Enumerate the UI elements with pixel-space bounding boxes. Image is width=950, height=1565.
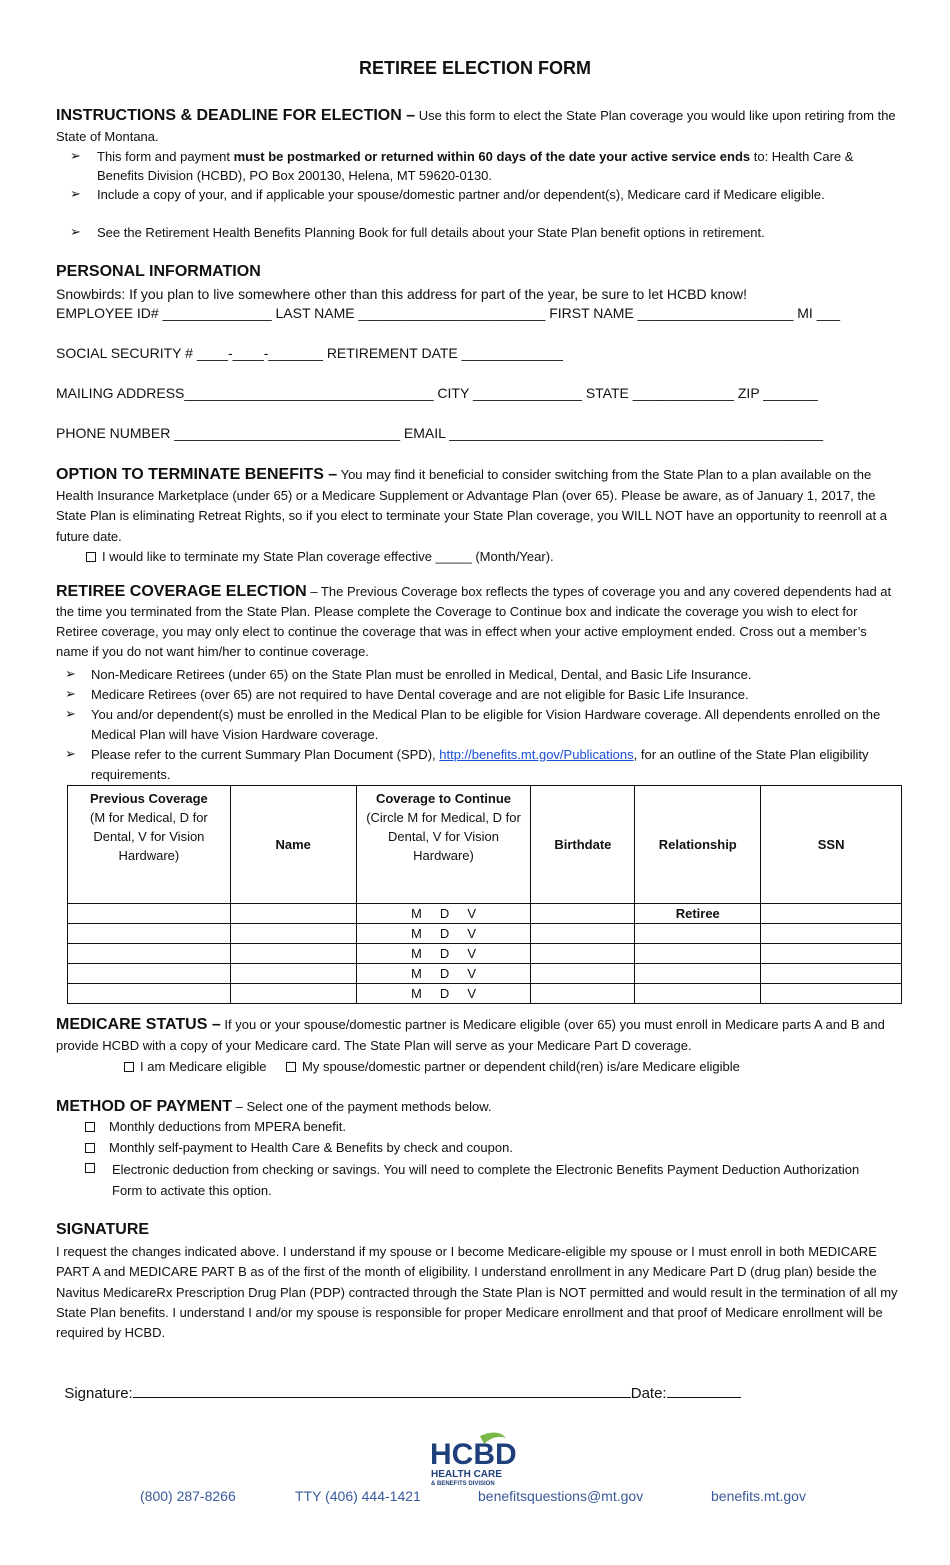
personal-heading: PERSONAL INFORMATION (56, 263, 261, 280)
footer-phone[interactable]: (800) 287-8266 (140, 1488, 236, 1504)
table-row (68, 924, 902, 944)
coverage-bullet-1: Non-Medicare Retirees (under 65) on the State Plan must be enrolled in Medical, Dental, and Basic Life Insurance. (91, 667, 752, 682)
signature-text: I request the changes indicated above. I understand if my spouse or I become Medicare-eligible my spouse or I must enroll in both MEDICARE PART A and MEDICARE PART B as of the first of the month of eligibility. I understand enrollment in any Medicare Part D (drug plan) beside the Navitus MedicareRx Prescription Drug Plan (PDP) contracted through the State Plan is NOT permitted and would result in the termination of all my State Plan benefits. I understand I and/or my spouse is responsible for proper Medicare enrollment and that proof of Medicare enrollment will be required by HCBD. (56, 1244, 898, 1341)
medicare-eligible-label: I am Medicare eligible (140, 1059, 267, 1074)
phone-email-fields[interactable]: PHONE NUMBER _____________________________ EMAIL ________________________________________________ (56, 425, 824, 441)
header-coverage-continue (356, 786, 531, 904)
table-row (68, 984, 902, 1004)
cell-mdv[interactable]: M D V (356, 924, 531, 944)
coverage-table (67, 785, 902, 1004)
cell-mdv[interactable]: M D V (356, 984, 531, 1004)
date-line[interactable] (667, 1383, 741, 1398)
date-label: Date: (630, 1385, 667, 1402)
terminate-heading: OPTION TO TERMINATE BENEFITS – (56, 466, 338, 483)
logo-mark: HCBD (430, 1438, 517, 1471)
cell-previous[interactable] (68, 924, 231, 944)
employee-name-fields[interactable]: EMPLOYEE ID# ______________ LAST NAME ________________________ FIRST NAME ____________________ MI ___ (56, 305, 841, 321)
terminate-section (56, 465, 896, 547)
payment-option-3[interactable] (85, 1160, 101, 1175)
spouse-medicare-label: My spouse/domestic partner or dependent child(ren) is/are Medicare eligible (302, 1059, 740, 1074)
arrow-bullet-icon: ➢ (65, 686, 76, 701)
b1-post: to: Health Care & Benefits Division (HCBD), PO Box 200130, Helena, MT 59620-0130. (97, 149, 854, 183)
medicare-text: If you or your spouse/domestic partner is Medicare eligible (over 65) you must enroll in Medicare parts A and B and provide HCBD with a copy of your Medicare card. The State Plan will serve as your Medicare Part D coverage. (56, 1017, 885, 1053)
table-row (68, 944, 902, 964)
hcbd-logo (428, 1430, 524, 1488)
table-row (68, 904, 902, 924)
coverage-bullet-3: You and/or dependent(s) must be enrolled in the Medical Plan to be eligible for Vision Hardware coverage. All dependents enrolled on the Medical Plan will have Vision Hardware coverage. (91, 707, 881, 742)
payment-option-3-label: Electronic deduction from checking or savings. You will need to complete the Electronic Benefits Payment Deduction Authorization Form to activate this option. (112, 1162, 860, 1198)
arrow-bullet-icon: ➢ (70, 224, 81, 239)
logo-icon (428, 1430, 524, 1488)
coverage-text: – The Previous Coverage box reflects the types of coverage you and any covered dependents had at the time you terminated from the State Plan. Please complete the Coverage to Continue box and indicate the coverage you wish to elect for Retiree coverage, you may only elect to continue the coverage that was in effect when your active employment ended. Cross out a member’s name if you do not want him/her to continue coverage. (56, 584, 892, 659)
ssn-retirement-fields[interactable]: SOCIAL SECURITY # ____-____-_______ RETIREMENT DATE _____________ (56, 345, 563, 361)
footer-tty[interactable]: TTY (406) 444-1421 (295, 1488, 421, 1504)
signature-row[interactable] (56, 1366, 741, 1402)
payment-option-2-label: Monthly self-payment to Health Care & Benefits by check and coupon. (109, 1140, 513, 1155)
payment-option-1-label: Monthly deductions from MPERA benefit. (109, 1119, 347, 1134)
header-continue-note: (Circle M for Medical, D for Dental, V for Vision Hardware) (366, 810, 521, 863)
header-previous-bold: Previous Coverage (90, 791, 208, 806)
header-birthdate: Birthdate (531, 786, 635, 904)
payment-option-1[interactable] (85, 1119, 346, 1134)
instructions-heading: INSTRUCTIONS & DEADLINE FOR ELECTION – (56, 107, 416, 124)
footer-email[interactable]: benefitsquestions@mt.gov (478, 1488, 644, 1504)
cell-relationship[interactable] (635, 944, 761, 964)
logo-line-2: & BENEFITS DIVISION (431, 1481, 495, 1487)
header-relationship: Relationship (635, 786, 761, 904)
cell-previous[interactable] (68, 904, 231, 924)
cell-ssn[interactable] (761, 904, 902, 924)
instructions-bullet-2: Include a copy of your, and if applicable your spouse/domestic partner and/or dependent(s), Medicare card if Medicare eligible. (97, 187, 825, 202)
arrow-bullet-icon: ➢ (70, 148, 81, 163)
cell-relationship[interactable] (635, 924, 761, 944)
b1-pre: This form and payment (97, 149, 234, 164)
cell-birthdate[interactable] (531, 924, 635, 944)
cell-ssn[interactable] (761, 924, 902, 944)
b4-post: , for an outline of the State Plan eligibility requirements. (91, 747, 869, 782)
coverage-heading: RETIREE COVERAGE ELECTION (56, 583, 307, 600)
signature-label: Signature: (64, 1385, 133, 1402)
coverage-bullet-2: Medicare Retirees (over 65) are not required to have Dental coverage and are not eligible for Basic Life Insurance. (91, 687, 749, 702)
address-fields[interactable]: MAILING ADDRESS________________________________ CITY ______________ STATE _____________ ZIP _______ (56, 385, 818, 401)
cell-previous[interactable] (68, 984, 231, 1004)
signature-line[interactable] (133, 1383, 631, 1398)
cell-name[interactable] (230, 964, 356, 984)
checkbox-icon[interactable] (85, 1122, 95, 1132)
checkbox-icon[interactable] (124, 1062, 134, 1072)
cell-ssn[interactable] (761, 984, 902, 1004)
arrow-bullet-icon: ➢ (65, 666, 76, 681)
checkbox-icon[interactable] (85, 1143, 95, 1153)
medicare-heading: MEDICARE STATUS – (56, 1016, 221, 1033)
instructions-intro: Use this form to elect the State Plan coverage you would like upon retiring from the State of Montana. (56, 108, 896, 144)
header-name: Name (230, 786, 356, 904)
header-continue-bold: Coverage to Continue (375, 791, 512, 806)
cell-mdv[interactable]: M D V (356, 904, 531, 924)
coverage-section (56, 582, 896, 662)
cell-name[interactable] (230, 984, 356, 1004)
header-ssn: SSN (761, 786, 902, 904)
instructions-section (56, 106, 896, 147)
cell-previous[interactable] (68, 944, 231, 964)
signature-heading: SIGNATURE (56, 1221, 150, 1238)
b4-pre: Please refer to the current Summary Plan Document (SPD), (91, 747, 440, 762)
arrow-bullet-icon: ➢ (65, 706, 76, 721)
terminate-checkbox-label: I would like to terminate my State Plan coverage effective _____ (Month/Year). (102, 549, 554, 564)
table-header-row (68, 786, 902, 904)
payment-section (56, 1097, 896, 1118)
cell-mdv[interactable]: M D V (356, 944, 531, 964)
checkbox-icon[interactable] (286, 1062, 296, 1072)
spd-link[interactable]: http://benefits.mt.gov/Publications (439, 747, 634, 762)
checkbox-icon[interactable] (86, 552, 96, 562)
terminate-checkbox[interactable] (86, 549, 554, 564)
cell-mdv[interactable]: M D V (356, 964, 531, 984)
cell-relationship: Retiree (635, 904, 761, 924)
arrow-bullet-icon: ➢ (70, 186, 81, 201)
medicare-section (56, 1015, 896, 1056)
cell-previous[interactable] (68, 964, 231, 984)
cell-relationship[interactable] (635, 984, 761, 1004)
arrow-bullet-icon: ➢ (65, 746, 76, 761)
cell-birthdate[interactable] (531, 944, 635, 964)
cell-name[interactable] (230, 924, 356, 944)
cell-birthdate[interactable] (531, 964, 635, 984)
payment-option-2[interactable] (85, 1140, 513, 1155)
cell-name[interactable] (230, 944, 356, 964)
payment-heading: METHOD OF PAYMENT (56, 1098, 233, 1115)
cell-name[interactable] (230, 904, 356, 924)
instructions-bullet-3: See the Retirement Health Benefits Planning Book for full details about your State Plan benefit options in retirement. (97, 225, 765, 240)
cell-birthdate[interactable] (531, 904, 635, 924)
footer-website[interactable]: benefits.mt.gov (711, 1488, 806, 1504)
header-previous-note: (M for Medical, D for Dental, V for Vision Hardware) (90, 810, 208, 863)
spouse-medicare-checkbox[interactable] (286, 1059, 740, 1074)
cell-ssn[interactable] (761, 964, 902, 984)
header-previous-coverage (68, 786, 231, 904)
payment-intro: – Select one of the payment methods below. (235, 1099, 492, 1114)
cell-relationship[interactable] (635, 964, 761, 984)
checkbox-icon[interactable] (85, 1163, 95, 1173)
form-title: RETIREE ELECTION FORM (358, 58, 591, 78)
instructions-bullet-1 (97, 147, 897, 185)
table-row (68, 964, 902, 984)
b1-bold: must be postmarked or returned within 60 days of the date your active service ends (233, 149, 751, 164)
medicare-eligible-checkbox[interactable] (124, 1059, 266, 1074)
terminate-text: You may find it beneficial to consider switching from the State Plan to a plan available on the Health Insurance Marketplace (under 65) or a Medicare Supplement or Advantage Plan (over 65). Please be aware, as of January 1, 2017, the State Plan is eliminating Retreat Rights, so if you elect to terminate your State Plan coverage, you WILL NOT have an opportunity to reenroll at a future date. (56, 467, 887, 544)
cell-ssn[interactable] (761, 944, 902, 964)
cell-birthdate[interactable] (531, 984, 635, 1004)
snowbirds-note: Snowbirds: If you plan to live somewhere other than this address for part of the year, be sure to let HCBD know! (56, 286, 748, 302)
coverage-bullet-4 (91, 745, 881, 785)
logo-line-1: HEALTH CARE (431, 1469, 502, 1480)
